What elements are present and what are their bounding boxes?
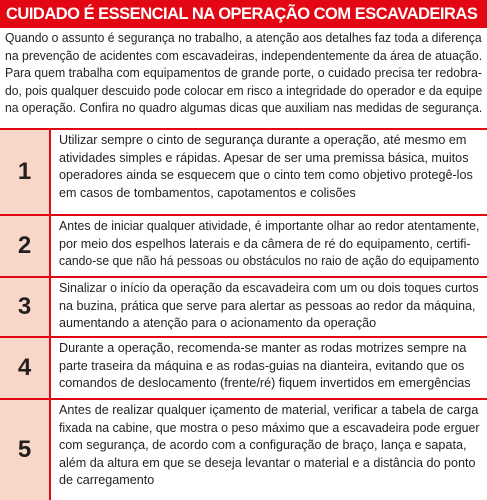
intro-line: na prevenção de acidentes com escavadeiras, independentemente da área de atuação. [5,48,483,63]
tip-line: de carregamento [59,473,155,487]
tip-line: além da altura em que se deseja levantar o material e a distância do ponto [59,455,476,470]
tip-line: Utilizar sempre o cinto de segurança durante a operação, até mesmo em [59,133,467,147]
tip-line: operadores ainda se esquecem que o cinto tem como objetivo protegê-los [59,168,473,182]
tip-text [51,216,487,276]
tip-number: 5 [0,400,51,500]
tip-number: 3 [0,278,51,336]
tip-line: Antes de realizar qualquer içamento de material, verificar a tabela de carga [59,403,479,417]
tip-line: por meio dos espelhos laterais e da câmera de ré do equipamento, certifi- [59,236,471,251]
tip-line: Antes de iniciar qualquer atividade, é importante olhar ao redor atentamente, [59,219,480,233]
tip-text [51,278,487,336]
tip-line: atividades simples e rápidas. Apesar de ser uma premissa básica, muitos [59,150,469,165]
tip-number: 2 [0,216,51,276]
intro-line: do, pois qualquer descuido pode colocar em risco a integridade do operador e da equipe [5,83,483,98]
tip-row-1 [0,130,487,214]
intro-paragraph [5,30,484,118]
tip-line: parte traseira da máquina e as rodas-guias na dianteira, evitando que os [59,358,465,373]
tips-table [0,128,487,500]
box-title [0,0,487,28]
tip-line: comandos de deslocamento (frente/ré) fiquem invertidos em emergências [59,376,471,390]
tip-line: em casos de tombamentos, capotamentos e colisões [59,185,356,200]
tip-line: fixada na cabine, que mostra o peso máximo que a escavadeira pode erguer [59,420,480,435]
tip-text [51,400,487,500]
tip-number: 4 [0,338,51,398]
tip-line: com segurança, de acordo com a configuração de braço, lança e sapata, [59,438,467,452]
tip-row-3 [0,278,487,336]
tip-text [51,130,487,214]
intro-line: Para quem trabalha com equipamentos de grande porte, o cuidado precisa ter redobra- [5,66,482,81]
tip-line: Sinalizar o início da operação da escavadeira com um ou dois toques curtos [59,281,479,295]
tip-line: aumentando a atenção para o acionamento da operação [59,316,377,330]
tip-text [51,338,487,398]
box-title-text: CUIDADO É ESSENCIAL NA OPERAÇÃO COM ESCAVADEIRAS [6,4,478,23]
tip-row-5 [0,400,487,500]
tip-number: 1 [0,130,51,214]
tip-line: cando-se que não há pessoas ou obstáculos no raio de ação do equipamento [59,254,480,268]
tip-row-4 [0,338,487,398]
tip-line: Durante a operação, recomenda-se manter as rodas motrizes sempre na [59,341,467,355]
intro-line: Quando o assunto é segurança no trabalho, a atenção aos detalhes faz toda a diferença [5,31,482,45]
tip-line: na buzina, prática que serve para alertar as pessoas ao redor da máquina, [59,298,476,313]
tip-row-2 [0,216,487,276]
intro-line: na operação. Confira no quadro algumas dicas que auxiliam nas medidas de segurança. [5,101,483,116]
